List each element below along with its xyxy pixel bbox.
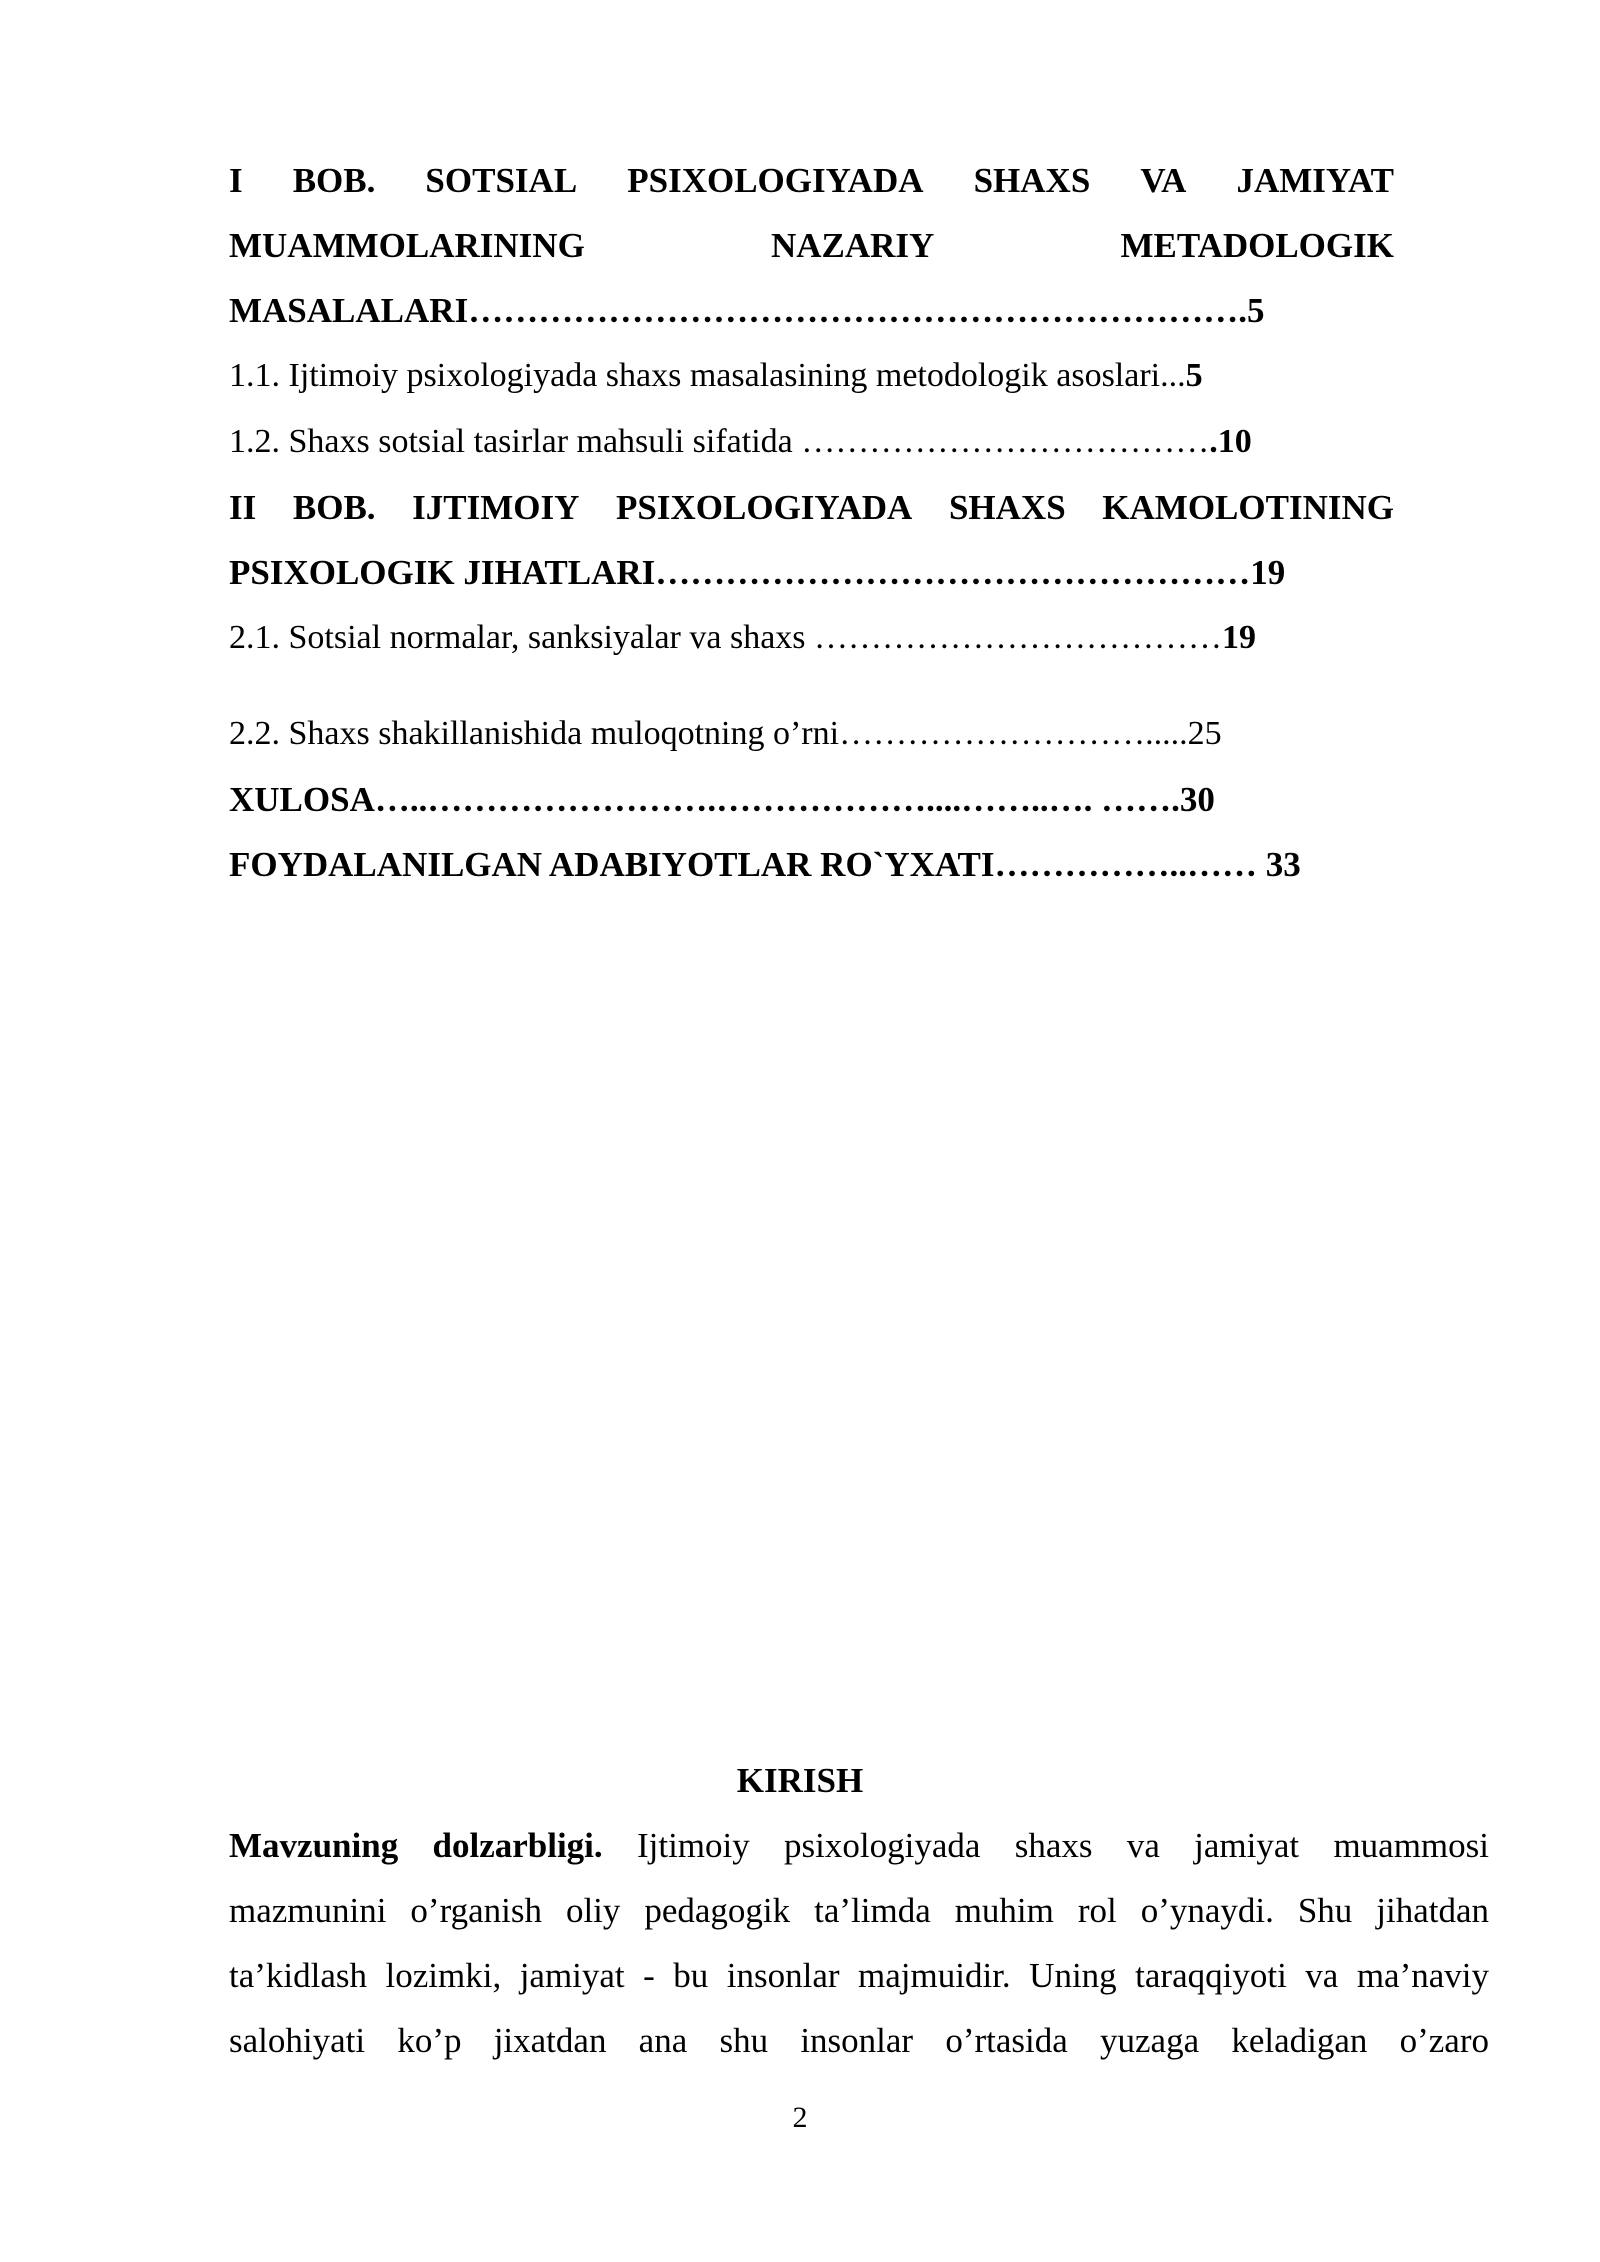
toc-word: KAMOLOTINING bbox=[1102, 488, 1394, 527]
toc-word: VA bbox=[1140, 161, 1187, 200]
toc-conclusion-text: XULOSA…..…………………….………………....……..…. …….30 bbox=[229, 780, 1215, 819]
toc-word: PSIXOLOGIYADA bbox=[627, 161, 924, 200]
toc-section-2-2-text: 2.2. Shaxs shakillanishida muloqotning o’rni……………………….....25 bbox=[229, 715, 1222, 752]
toc-chapter2-line2 bbox=[229, 540, 1394, 605]
toc-word: BOB. bbox=[292, 161, 376, 200]
toc-chapter1-line2 bbox=[229, 213, 1394, 278]
kirish-paragraph bbox=[229, 1813, 1489, 2073]
toc-word: BOB. bbox=[292, 488, 376, 527]
lead-bold-text: Mavzuning dolzarbligi. bbox=[229, 1826, 603, 1865]
toc-section-2-1-text: 2.1. Sotsial normalar, sanksiyalar va shaxs ……………………………… bbox=[229, 619, 1223, 656]
toc-section-1-2-text: 1.2. Shaxs sotsial tasirlar mahsuli sifatida ……………………………… bbox=[229, 423, 1210, 460]
toc-chapter1-line3 bbox=[229, 278, 1394, 343]
kirish-heading: KIRISH bbox=[736, 1761, 864, 1800]
paragraph-line: ta’kidlash lozimki, jamiyat - bu insonlar majmuidir. Uning taraqqiyoti va ma’naviy bbox=[229, 1956, 1489, 1995]
toc-section-1-2-page: .10 bbox=[1209, 423, 1252, 460]
toc-chapter2-line1 bbox=[229, 475, 1394, 540]
toc-references bbox=[229, 832, 1394, 897]
toc-word: SHAXS bbox=[973, 161, 1091, 200]
toc-section-1-1 bbox=[229, 343, 1394, 409]
paragraph-line: salohiyati ko’p jixatdan ana shu insonlar o’rtasida yuzaga keladigan o’zaro bbox=[229, 2021, 1489, 2060]
toc-chapter1-line1 bbox=[229, 148, 1394, 213]
toc-word: PSIXOLOGIYADA bbox=[616, 488, 913, 527]
toc-section-2-1-page: 19 bbox=[1222, 619, 1257, 656]
toc-references-text: FOYDALANILGAN ADABIYOTLAR RO`YXATI……………..…… 33 bbox=[229, 845, 1301, 884]
toc-word: SOTSIAL bbox=[425, 161, 578, 200]
paragraph-line: mazmunini o’rganish oliy pedagogik ta’limda muhim rol o’ynaydi. Shu jihatdan bbox=[229, 1891, 1489, 1930]
toc-section-1-1-page: 5 bbox=[1185, 357, 1203, 394]
toc-word: JAMIYAT bbox=[1236, 161, 1394, 200]
toc-chapter1-title-end: MASALALARI………………………………………………………… bbox=[229, 291, 1239, 330]
table-of-contents bbox=[229, 148, 1394, 897]
toc-word: NAZARIY bbox=[770, 226, 935, 265]
toc-section-2-2 bbox=[229, 701, 1394, 767]
paragraph-line bbox=[229, 1813, 1489, 1878]
toc-word: II bbox=[229, 488, 257, 527]
toc-word: IJTIMOIY bbox=[412, 488, 580, 527]
toc-chapter1-page: .5 bbox=[1238, 291, 1265, 330]
toc-section-1-2 bbox=[229, 409, 1394, 475]
toc-word: MUAMMOLARINING bbox=[229, 226, 585, 265]
toc-section-1-1-text: 1.1. Ijtimoiy psixologiyada shaxs masalasining metodologik asoslari... bbox=[229, 357, 1186, 394]
page-number: 2 bbox=[792, 2101, 808, 2134]
toc-conclusion bbox=[229, 767, 1394, 832]
toc-word: SHAXS bbox=[948, 488, 1066, 527]
paragraph-text: Ijtimoiy psixologiyada shaxs va jamiyat muammosi bbox=[602, 1826, 1489, 1865]
toc-section-2-1 bbox=[229, 605, 1394, 671]
toc-chapter2-title-end: PSIXOLOGIK JIHATLARI……………………………………………19 bbox=[229, 553, 1286, 592]
toc-word: I bbox=[229, 161, 243, 200]
toc-word: METADOLOGIK bbox=[1120, 226, 1394, 265]
